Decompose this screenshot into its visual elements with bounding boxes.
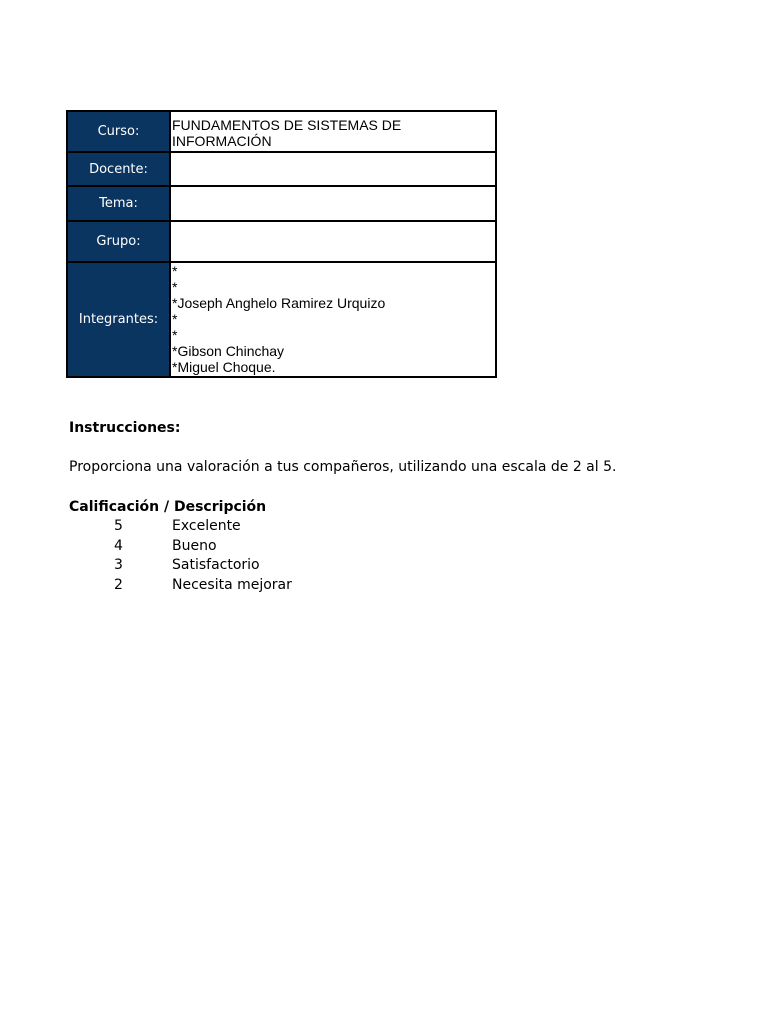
integrante-line: * [172, 327, 178, 343]
docente-value[interactable] [170, 152, 496, 186]
curso-value-line2: INFORMACIÓN [172, 133, 272, 149]
curso-value-line1: FUNDAMENTOS DE SISTEMAS DE [172, 117, 402, 133]
integrante-line: *Miguel Choque. [172, 359, 276, 375]
docente-row [67, 152, 496, 186]
instructions-heading: Instrucciones: [69, 420, 181, 436]
rating-scale [69, 498, 369, 595]
course-info-table [66, 110, 497, 378]
instructions-text: Proporciona una valoración a tus compañeros, utilizando una escala de 2 al 5. [69, 459, 617, 475]
scale-value: 2 [114, 576, 123, 593]
grupo-label: Grupo: [67, 221, 170, 262]
tema-row [67, 186, 496, 221]
scale-row [69, 576, 369, 596]
scale-value: 4 [114, 537, 123, 554]
integrantes-value[interactable] [170, 262, 496, 377]
scale-description: Satisfactorio [172, 557, 260, 573]
integrantes-label: Integrantes: [67, 262, 170, 377]
integrante-line: * [172, 279, 178, 295]
scale-row [69, 537, 369, 557]
tema-value[interactable] [170, 186, 496, 221]
integrante-line: *Gibson Chinchay [172, 343, 285, 359]
scale-row [69, 556, 369, 576]
integrante-line: * [172, 311, 178, 327]
curso-label: Curso: [67, 111, 170, 152]
curso-row [67, 111, 496, 152]
scale-description: Necesita mejorar [172, 576, 292, 593]
scale-value: 5 [114, 518, 123, 534]
scale-description: Excelente [172, 518, 241, 534]
grupo-value[interactable] [170, 221, 496, 262]
tema-label: Tema: [67, 186, 170, 221]
scale-header: Calificación / Descripción [69, 499, 267, 515]
scale-description: Bueno [172, 537, 217, 554]
grupo-row [67, 221, 496, 262]
scale-row [69, 517, 369, 537]
scale-value: 3 [114, 557, 123, 573]
integrante-line: *Joseph Anghelo Ramirez Urquizo [172, 295, 386, 311]
docente-label: Docente: [67, 152, 170, 186]
curso-value[interactable] [170, 111, 496, 152]
integrante-line: * [172, 263, 178, 279]
integrantes-row [67, 262, 496, 377]
